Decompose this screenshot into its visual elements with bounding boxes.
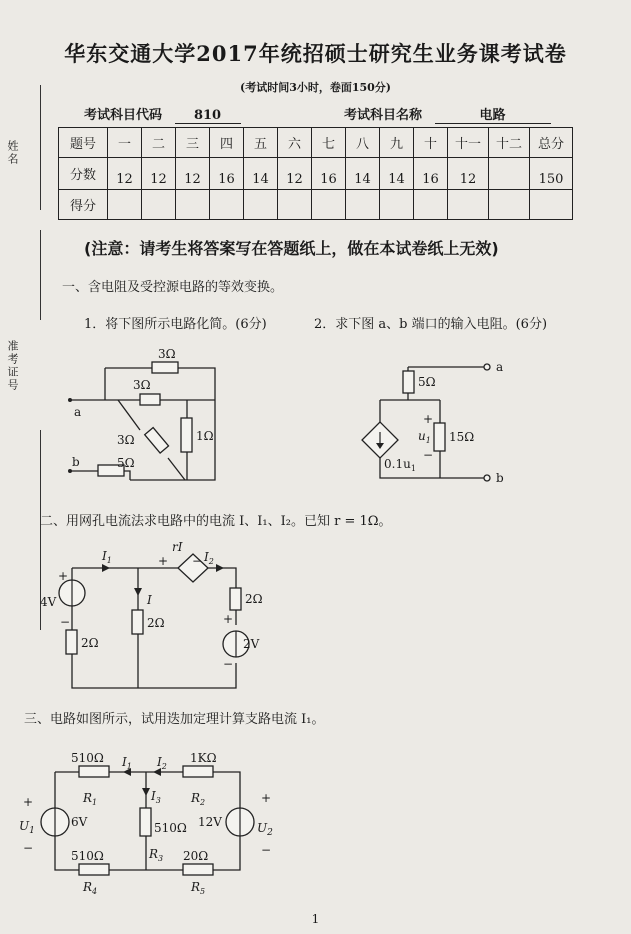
fig4-r1-name: $R_1$	[83, 791, 98, 807]
score-cell: 14	[380, 158, 414, 190]
fig2-node-a	[484, 364, 490, 370]
fig4-resistor-r5	[183, 864, 213, 875]
got-row	[59, 190, 573, 220]
subject-code: 810	[175, 108, 241, 124]
fig3-resistor-right	[230, 588, 241, 610]
question-2-title: 二、用网孔电流法求电路中的电流 I、I₁、I₂。已知 r = 1Ω。	[40, 514, 392, 529]
fig1-resistor-right	[181, 418, 192, 452]
fig4-r5-val: 20Ω	[183, 849, 209, 863]
fig4-i1: $I_1$	[122, 755, 132, 771]
fig1-resistor-mid	[140, 394, 160, 405]
got-cell	[278, 190, 312, 220]
fig2-resistor-right	[434, 423, 445, 451]
fig3-i2: $I_2$	[204, 550, 214, 566]
question-3-title: 三、电路如图所示，试用迭加定理计算支路电流 I₁。	[24, 712, 325, 727]
score-cell: 16	[210, 158, 244, 190]
got-cell	[414, 190, 448, 220]
fig1-label-r-bottom: 5Ω	[117, 456, 135, 470]
fig3-arrow-i2	[216, 564, 224, 572]
fig3-arrow-i1	[102, 564, 110, 572]
fig3-plus-ctrl: +	[158, 554, 169, 568]
score-cell: 14	[346, 158, 380, 190]
fig4-r3-name: $R_3$	[149, 847, 164, 863]
fig4-u1-minus: −	[23, 841, 34, 855]
fig4-resistor-r4	[79, 864, 109, 875]
side-ticket-label: 准考证号	[6, 340, 19, 392]
fig3-wire-top-right	[208, 568, 236, 588]
score-label: 分数	[59, 158, 108, 190]
header-cell: 十	[414, 128, 448, 158]
figure-1-circuit	[60, 340, 260, 490]
fig4-r4-name: $R_4$	[83, 880, 98, 896]
got-cell	[448, 190, 489, 220]
header-cell: 三	[176, 128, 210, 158]
got-label: 得分	[59, 190, 108, 220]
header-cell: 八	[346, 128, 380, 158]
got-cell	[176, 190, 210, 220]
score-cell: 12	[448, 158, 489, 190]
fig2-label-r-top: 5Ω	[418, 375, 436, 389]
fig4-wire	[213, 772, 240, 808]
fig4-i2: $I_2$	[157, 755, 167, 771]
got-cell	[346, 190, 380, 220]
fig3-wire-bottom	[72, 654, 236, 688]
fig2-term-b: b	[496, 471, 504, 485]
fig3-arrow-i	[134, 588, 142, 596]
score-cell: 16	[312, 158, 346, 190]
margin-line	[40, 85, 41, 210]
fig1-label-r-top: 3Ω	[158, 347, 176, 361]
fig4-r3-val: 510Ω	[154, 821, 187, 835]
header-cell: 二	[142, 128, 176, 158]
margin-line	[40, 230, 41, 320]
score-cell: 12	[278, 158, 312, 190]
fig1-label-r-diag: 3Ω	[117, 433, 135, 447]
question-1-sub-1: 1．将下图所示电路化简。(6分)	[84, 317, 267, 332]
header-cell: 总分	[530, 128, 573, 158]
fig1-node-b	[68, 469, 72, 473]
got-cell	[108, 190, 142, 220]
fig4-u1-val: 6V	[71, 815, 88, 829]
header-cell: 十一	[448, 128, 489, 158]
header-cell: 十二	[489, 128, 530, 158]
figure-3-circuit	[40, 538, 270, 698]
score-cell: 12	[142, 158, 176, 190]
subject-name-label: 考试科目名称	[344, 108, 423, 123]
fig4-u1-name: $U_1$	[19, 819, 35, 836]
fig3-v-left: 4V	[40, 595, 57, 609]
figure-4-circuit	[15, 740, 285, 905]
fig4-u2-minus: −	[261, 843, 272, 857]
fig4-r1-val: 510Ω	[71, 751, 104, 765]
fig3-minus-right: −	[223, 657, 234, 671]
notice: (注意：请考生将答案写在答题纸上，做在本试卷纸上无效)	[84, 239, 499, 258]
header-cell: 题号	[59, 128, 108, 158]
side-name-label: 姓名	[6, 140, 19, 166]
subject-name: 电路	[435, 104, 551, 124]
header-cell: 六	[278, 128, 312, 158]
fig4-wire	[213, 836, 240, 870]
fig4-r5-name: $R_5$	[191, 880, 206, 896]
question-1-title: 一、含电阻及受控源电路的等效变换。	[62, 280, 284, 295]
fig1-label-r-right: 1Ω	[196, 429, 214, 443]
fig4-u2-name: $U_2$	[257, 821, 273, 838]
subject-code-label: 考试科目代码	[84, 108, 163, 123]
fig3-i1: $I_1$	[102, 549, 112, 565]
got-cell	[244, 190, 278, 220]
score-cell	[489, 158, 530, 190]
fig1-label-r-mid: 3Ω	[133, 378, 151, 392]
subject-code-row	[84, 104, 241, 124]
score-cell: 14	[244, 158, 278, 190]
fig4-arrow-i3	[142, 788, 150, 796]
score-cell: 150	[530, 158, 573, 190]
got-cell	[312, 190, 346, 220]
fig2-ctrl-label: $0.1u_1$	[384, 457, 416, 473]
score-row	[59, 158, 573, 190]
fig3-v-right: 2V	[243, 637, 260, 651]
fig2-resistor-top	[403, 371, 414, 393]
exam-subtitle: (考试时间3小时，卷面150分)	[239, 81, 392, 94]
fig4-u1-plus: +	[23, 795, 34, 809]
fig3-r-mid: 2Ω	[147, 616, 165, 630]
fig1-term-b: b	[72, 455, 80, 469]
fig2-u1: $u_1$	[418, 429, 431, 445]
score-cell: 12	[176, 158, 210, 190]
score-table	[58, 127, 573, 220]
fig3-r-left: 2Ω	[81, 636, 99, 650]
fig2-node-b	[484, 475, 490, 481]
header-cell: 九	[380, 128, 414, 158]
fig4-resistor-r1	[79, 766, 109, 777]
header-cell: 五	[244, 128, 278, 158]
fig2-plus: +	[423, 412, 434, 426]
score-cell: 12	[108, 158, 142, 190]
got-cell	[380, 190, 414, 220]
fig2-term-a: a	[496, 360, 504, 374]
fig3-plus-right: +	[223, 612, 234, 626]
fig4-r2-name: $R_2$	[191, 791, 206, 807]
got-cell	[142, 190, 176, 220]
fig2-minus: −	[423, 448, 434, 462]
exam-title: 华东交通大学2017年统招硕士研究生业务课考试卷	[64, 41, 567, 66]
question-1-sub-2: 2．求下图 a、b 端口的输入电阻。(6分)	[314, 317, 548, 332]
fig3-resistor-mid	[132, 610, 143, 634]
fig1-term-a: a	[74, 405, 82, 419]
header-cell: 一	[108, 128, 142, 158]
fig3-i: I	[147, 593, 152, 607]
fig4-r2-val: 1KΩ	[190, 751, 217, 765]
fig3-resistor-left	[66, 630, 77, 654]
fig4-r4-val: 510Ω	[71, 849, 104, 863]
page-number: 1	[311, 912, 320, 926]
fig3-ctrl: rI	[172, 540, 183, 554]
fig3-minus-left: −	[60, 615, 71, 629]
fig4-i3: $I_3$	[151, 789, 161, 805]
fig4-arrow-i2	[153, 768, 161, 776]
header-cell: 四	[210, 128, 244, 158]
score-cell: 16	[414, 158, 448, 190]
score-header-row	[59, 128, 573, 158]
fig1-resistor-diag	[145, 428, 169, 453]
fig4-u2-plus: +	[261, 791, 272, 805]
fig3-r-right: 2Ω	[245, 592, 263, 606]
fig1-node-a	[68, 398, 72, 402]
fig4-resistor-r2	[183, 766, 213, 777]
got-cell	[489, 190, 530, 220]
fig1-resistor-top	[152, 362, 178, 373]
got-cell	[210, 190, 244, 220]
subject-name-row	[344, 104, 551, 124]
fig3-minus-ctrl: −	[192, 554, 203, 568]
figure-2-circuit	[360, 355, 520, 490]
fig3-plus-left: +	[58, 569, 69, 583]
fig2-label-r-right: 15Ω	[449, 430, 475, 444]
fig4-resistor-r3	[140, 808, 151, 836]
header-cell: 七	[312, 128, 346, 158]
fig4-u2-val: 12V	[198, 815, 222, 829]
got-cell	[530, 190, 573, 220]
